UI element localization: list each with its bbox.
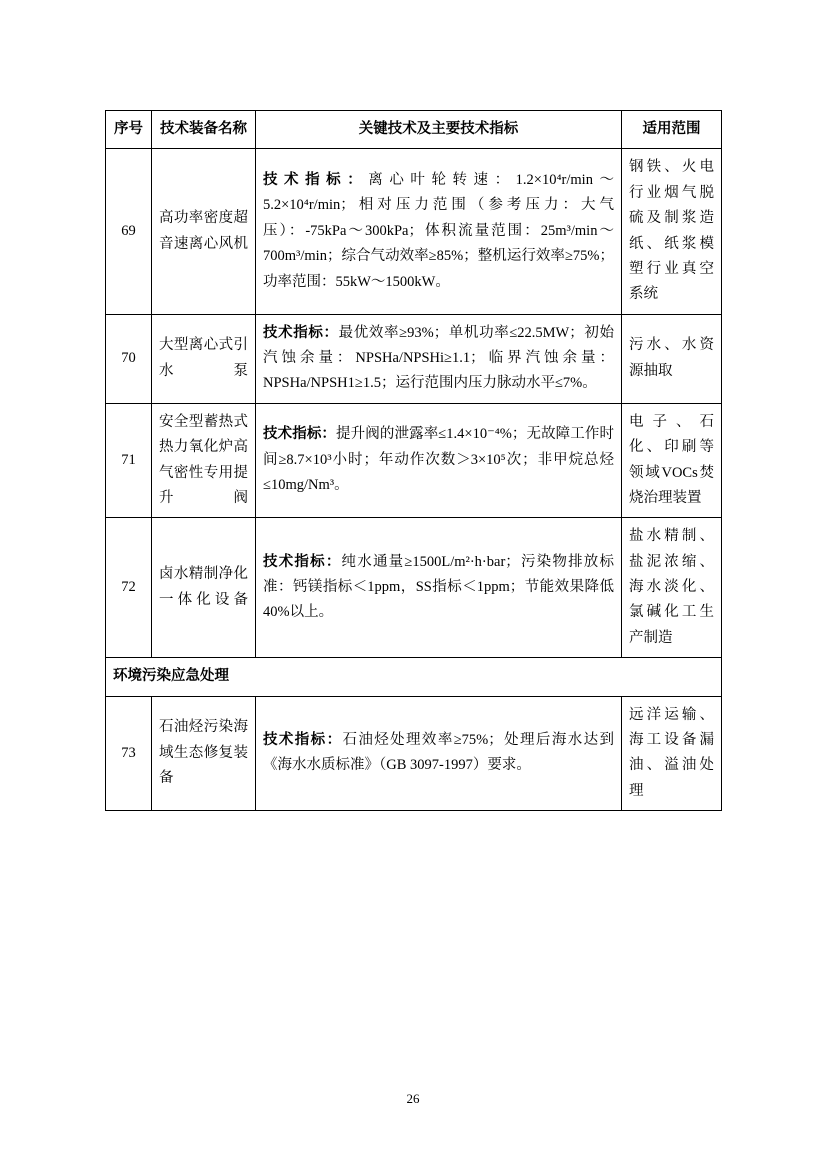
table-row (106, 518, 722, 658)
row-equipment-name: 高功率密度超音速离心风机 (152, 149, 256, 314)
row-equipment-name: 安全型蓄热式热力氧化炉高气密性专用提升阀 (152, 403, 256, 518)
tech-spec-body: 石油烃处理效率≥75%；处理后海水达到《海水水质标准》（GB 3097-1997）要求。 (263, 731, 614, 774)
row-scope: 钢铁、火电行业烟气脱硫及制浆造纸、纸浆模塑行业真空系统 (622, 149, 722, 314)
table-row (106, 149, 722, 314)
row-scope: 电子、石化、印刷等领域VOCs焚烧治理装置 (622, 403, 722, 518)
tech-spec-label: 技术指标： (263, 553, 342, 570)
tech-spec-label: 技术指标： (263, 324, 339, 341)
tech-spec-label: 技术指标： (263, 426, 337, 443)
header-tech: 关键技术及主要技术指标 (256, 111, 622, 149)
table-header-row (106, 111, 722, 149)
row-equipment-name: 石油烃污染海域生态修复装备 (152, 696, 256, 811)
row-tech-spec (256, 403, 622, 518)
section-title: 环境污染应急处理 (106, 658, 722, 696)
header-scope: 适用范围 (622, 111, 722, 149)
row-tech-spec (256, 518, 622, 658)
table-section-row (106, 658, 722, 696)
row-seq: 72 (106, 518, 152, 658)
row-seq: 73 (106, 696, 152, 811)
tech-spec-body: 最优效率≥93%；单机功率≤22.5MW；初始汽蚀余量：NPSHa/NPSHi≥1.1；临界汽蚀余量：NPSHa/NPSH1≥1.5；运行范围内压力脉动水平≤7%。 (263, 324, 614, 392)
row-scope: 远洋运输、海工设备漏油、溢油处理 (622, 696, 722, 811)
header-name: 技术装备名称 (152, 111, 256, 149)
table-row (106, 314, 722, 403)
row-scope: 盐水精制、盐泥浓缩、海水淡化、氯碱化工生产制造 (622, 518, 722, 658)
row-tech-spec (256, 149, 622, 314)
row-seq: 71 (106, 403, 152, 518)
row-equipment-name: 卤水精制净化一体化设备 (152, 518, 256, 658)
row-tech-spec (256, 314, 622, 403)
tech-spec-body: 纯水通量≥1500L/m²·h·bar；污染物排放标准：钙镁指标＜1ppm，SS指标＜1ppm；节能效果降低40%以上。 (263, 553, 615, 621)
row-scope: 污水、水资源抽取 (622, 314, 722, 403)
row-equipment-name: 大型离心式引水泵 (152, 314, 256, 403)
page-number: 26 (406, 1091, 420, 1106)
table-row (106, 403, 722, 518)
tech-spec-label: 技术指标： (263, 731, 343, 748)
tech-spec-label: 技术指标： (263, 172, 369, 189)
table-row (106, 696, 722, 811)
header-seq: 序号 (106, 111, 152, 149)
row-tech-spec (256, 696, 622, 811)
technology-equipment-table (105, 110, 722, 811)
row-seq: 70 (106, 314, 152, 403)
row-seq: 69 (106, 149, 152, 314)
tech-spec-body: 提升阀的泄露率≤1.4×10⁻⁴%；无故障工作时间≥8.7×10³小时；年动作次数＞3×10⁵次；非甲烷总烃≤10mg/Nm³。 (263, 426, 615, 494)
tech-spec-body: 离心叶轮转速：1.2×10⁴r/min～5.2×10⁴r/min；相对压力范围（参考压力：大气压）：-75kPa～300kPa；体积流量范围：25m³/min～700m³/min；综合气动效率≥85%；整机运行效率≥75%；功率范围：55kW～1500kW。 (263, 172, 614, 290)
